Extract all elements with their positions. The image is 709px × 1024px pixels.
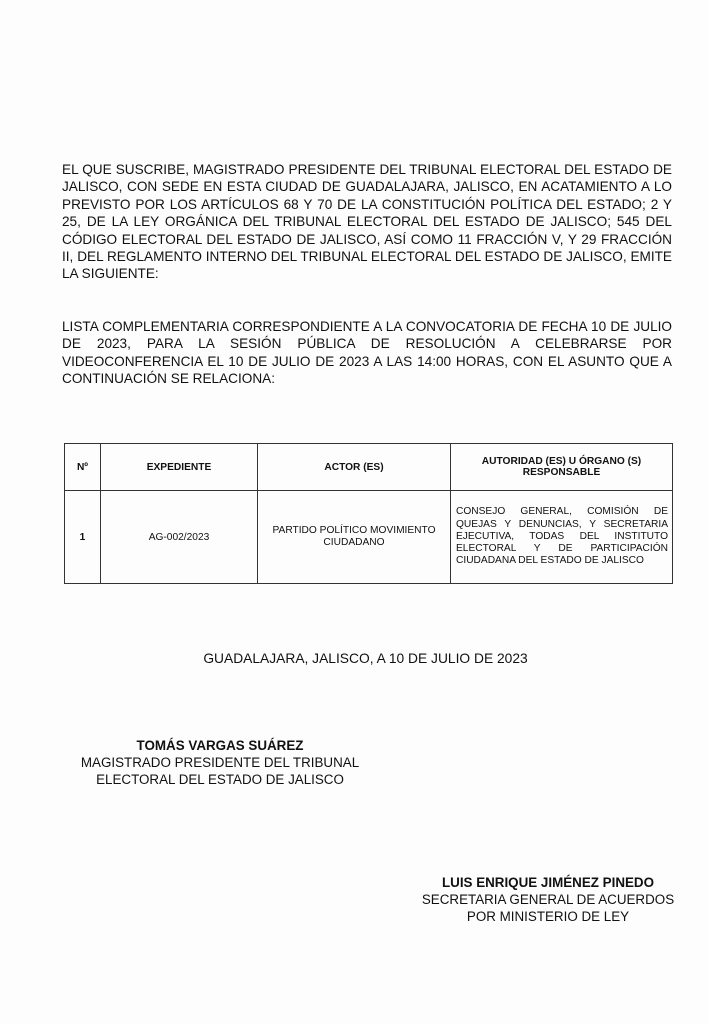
signatory-name: TOMÁS VARGAS SUÁREZ bbox=[136, 738, 304, 753]
row-num: 1 bbox=[65, 491, 101, 584]
header-expediente: EXPEDIENTE bbox=[101, 444, 258, 491]
table-row bbox=[65, 491, 673, 584]
signatory-title-line2: POR MINISTERIO DE LEY bbox=[466, 909, 630, 924]
header-autoridad: AUTORIDAD (ES) U ÓRGANO (S) RESPONSABLE bbox=[451, 444, 673, 491]
signatory-title-line1: MAGISTRADO PRESIDENTE DEL TRIBUNAL bbox=[80, 755, 360, 770]
signatory-name: LUIS ENRIQUE JIMÉNEZ PINEDO bbox=[441, 875, 655, 890]
row-actor: PARTIDO POLÍTICO MOVIMIENTO CIUDADANO bbox=[258, 491, 451, 584]
place-date: GUADALAJARA, JALISCO, A 10 DE JULIO DE 2023 bbox=[203, 651, 528, 666]
signature-block-president bbox=[60, 737, 380, 788]
expedientes-table bbox=[64, 443, 673, 584]
lista-paragraph: LISTA COMPLEMENTARIA CORRESPONDIENTE A LA CONVOCATORIA DE FECHA 10 DE JULIO DE 2023, PARA LA SESIÓN PÚBLICA DE RESOLUCIÓN A CELEBRARSE POR VIDEOCONFERENCIA EL 10 DE JULIO DE 2023 A LAS 14:00 HORAS, CON EL ASUNTO QUE A CONTINUACIÓN SE RELACIONA: bbox=[62, 319, 672, 387]
row-autoridad: CONSEJO GENERAL, COMISIÓN DE QUEJAS Y DENUNCIAS, Y SECRETARIA EJECUTIVA, TODAS DEL INSTITUTO ELECTORAL Y DE PARTICIPACIÓN CIUDADANA DEL ESTADO DE JALISCO bbox=[451, 491, 673, 584]
header-actor: ACTOR (ES) bbox=[258, 444, 451, 491]
intro-paragraph: EL QUE SUSCRIBE, MAGISTRADO PRESIDENTE DEL TRIBUNAL ELECTORAL DEL ESTADO DE JALISCO, CON SEDE EN ESTA CIUDAD DE GUADALAJARA, JALISCO, EN ACATAMIENTO A LO PREVISTO POR LOS ARTÍCULOS 68 Y 70 DE LA CONSTITUCIÓN POLÍTICA DEL ESTADO; 2 Y 25, DE LA LEY ORGÁNICA DEL TRIBUNAL ELECTORAL DEL ESTADO DE JALISCO; 545 DEL CÓDIGO ELECTORAL DEL ESTADO DE JALISCO, ASÍ COMO 11 FRACCIÓN V, Y 29 FRACCIÓN II, DEL REGLAMENTO INTERNO DEL TRIBUNAL ELECTORAL DEL ESTADO DE JALISCO, EMITE LA SIGUIENTE: bbox=[62, 162, 672, 282]
table-header-row bbox=[65, 444, 673, 491]
signatory-title-line1: SECRETARIA GENERAL DE ACUERDOS bbox=[421, 892, 675, 907]
signature-block-secretary bbox=[388, 874, 708, 925]
header-num: Nº bbox=[65, 444, 101, 491]
signatory-title-line2: ELECTORAL DEL ESTADO DE JALISCO bbox=[96, 772, 344, 787]
row-expediente: AG-002/2023 bbox=[101, 491, 258, 584]
